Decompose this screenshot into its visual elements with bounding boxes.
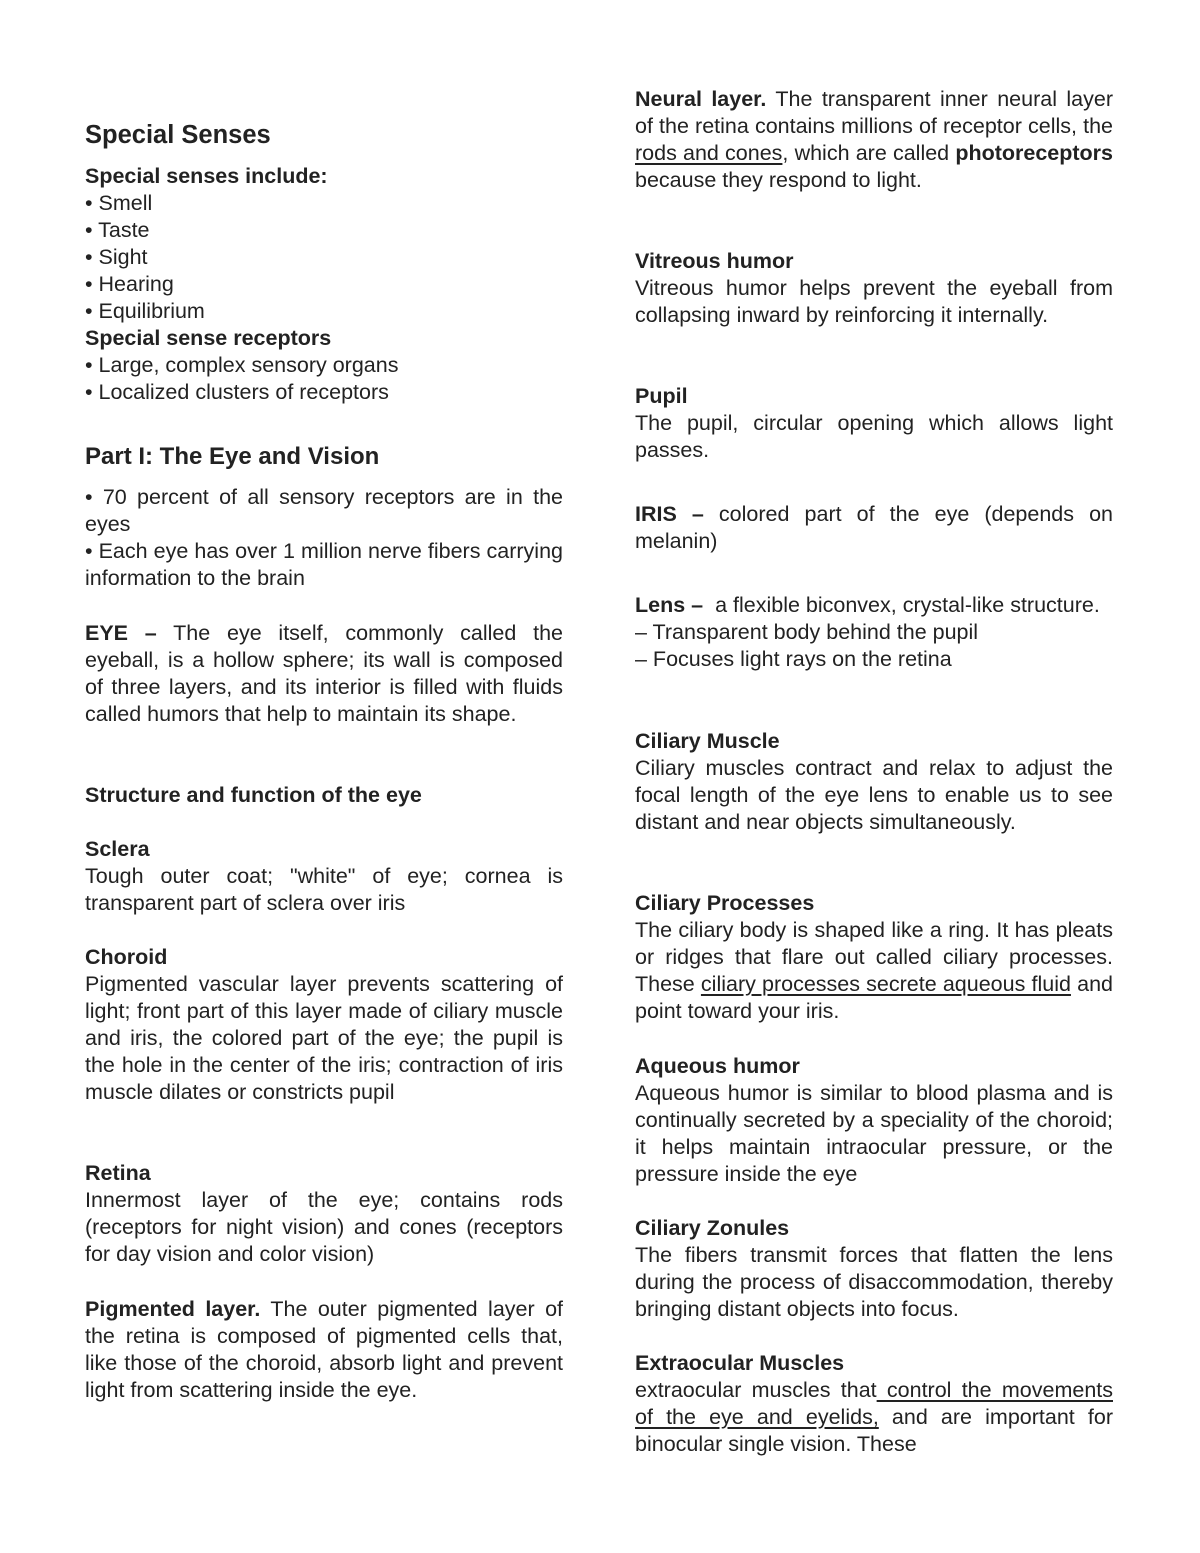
eye-label: EYE – — [85, 621, 157, 645]
sclera-text: Tough outer coat; "white" of eye; cornea is transparent part of sclera over iris — [85, 864, 563, 915]
extraocular-underline: control the movements of the eye and eyelids, — [635, 1378, 1113, 1429]
vitreous-heading: Vitreous humor — [635, 249, 794, 273]
zonules-text: The fibers transmit forces that flatten the lens during the process of disaccommodation, thereby bringing distant objects into focus. — [635, 1243, 1113, 1321]
ciliary-processes-section — [635, 890, 1113, 1025]
list-item: • Hearing — [85, 272, 174, 296]
choroid-section — [85, 944, 563, 1106]
neural-layer-paragraph — [635, 86, 1113, 194]
choroid-text: Pigmented vascular layer prevents scattering of light; front part of this layer made of ciliary muscle and iris, the colored part of the eye; the pupil is the hole in the center of the iris; contraction of iris muscle dilates or constricts pupil — [85, 972, 563, 1104]
vitreous-section — [635, 248, 1113, 329]
eye-bullet: • 70 percent of all sensory receptors are in the eyes — [85, 485, 563, 536]
list-item: – Transparent body behind the pupil — [635, 620, 979, 644]
ciliary-muscle-section — [635, 728, 1113, 836]
ciliary-muscle-text: Ciliary muscles contract and relax to adjust the focal length of the eye lens to enable us to see distant and near objects simultaneously. — [635, 756, 1113, 834]
sclera-heading: Sclera — [85, 837, 150, 861]
extraocular-heading: Extraocular Muscles — [635, 1351, 845, 1375]
include-heading: Special senses include: — [85, 164, 328, 188]
list-item: – Focuses light rays on the retina — [635, 647, 952, 671]
retina-heading: Retina — [85, 1161, 151, 1185]
list-item: • Equilibrium — [85, 299, 205, 323]
pupil-heading: Pupil — [635, 384, 688, 408]
iris-label: IRIS – — [635, 502, 704, 526]
list-item: • Sight — [85, 245, 148, 269]
retina-text: Innermost layer of the eye; contains rods (receptors for night vision) and cones (receptors for day vision and color vision) — [85, 1188, 563, 1266]
iris-paragraph — [635, 501, 1113, 555]
list-item: • Smell — [85, 191, 153, 215]
extraocular-text: extraocular muscles that control the movements of the eye and eyelids, and are important for binocular single vision. These — [635, 1378, 1113, 1456]
special-senses-list — [85, 163, 563, 406]
pigmented-layer-paragraph — [85, 1296, 563, 1404]
retina-section — [85, 1160, 563, 1268]
aqueous-heading: Aqueous humor — [635, 1054, 800, 1078]
sclera-section — [85, 836, 563, 917]
iris-text: colored part of the eye (depends on melanin) — [635, 502, 1113, 553]
neural-text: The transparent inner neural layer of the retina contains millions of receptor cells, the — [635, 87, 1113, 138]
lens-text: a flexible biconvex, crystal-like structure. — [703, 593, 1100, 617]
aqueous-text: Aqueous humor is similar to blood plasma and is continually secreted by a speciality of the choroid; it helps maintain intraocular pressure, or the pressure inside the eye — [635, 1081, 1113, 1186]
pupil-section — [635, 383, 1113, 464]
ciliary-processes-text: The ciliary body is shaped like a ring. It has pleats or ridges that flare out called ciliary processes. These ciliary processes secrete aqueous fluid and point toward your iris. — [635, 918, 1113, 1023]
photoreceptors-term: photoreceptors — [955, 141, 1113, 165]
list-item: • Large, complex sensory organs — [85, 353, 399, 377]
neural-text: because they respond to light. — [635, 168, 922, 192]
part-title: Part I: The Eye and Vision — [85, 443, 380, 470]
pigmented-text: The outer pigmented layer of the retina is composed of pigmented cells that, like those of the choroid, absorb light and prevent light from scattering inside the eye. — [85, 1297, 563, 1402]
zonules-heading: Ciliary Zonules — [635, 1216, 790, 1240]
choroid-heading: Choroid — [85, 945, 168, 969]
ciliary-processes-heading: Ciliary Processes — [635, 891, 815, 915]
vitreous-text: Vitreous humor helps prevent the eyeball from collapsing inward by reinforcing it internally. — [635, 276, 1113, 327]
eye-bullet: • Each eye has over 1 million nerve fibers carrying information to the brain — [85, 539, 563, 590]
extraocular-section — [635, 1350, 1113, 1458]
pupil-text: The pupil, circular opening which allows light passes. — [635, 411, 1113, 462]
list-item: • Taste — [85, 218, 150, 242]
structure-heading: Structure and function of the eye — [85, 783, 422, 807]
lens-section — [635, 592, 1113, 673]
ciliary-zonules-section — [635, 1215, 1113, 1323]
neural-text: , which are called — [782, 141, 956, 165]
list-item: • Localized clusters of receptors — [85, 380, 389, 404]
rods-cones-underline: rods and cones — [635, 141, 783, 165]
receptors-heading: Special sense receptors — [85, 326, 332, 350]
ciliary-muscle-heading: Ciliary Muscle — [635, 729, 780, 753]
page-title: Special Senses — [85, 121, 271, 149]
aqueous-humor-section — [635, 1053, 1113, 1188]
neural-label: Neural layer. — [635, 87, 767, 111]
eye-text: The eye itself, commonly called the eyeball, is a hollow sphere; its wall is composed of three layers, and its interior is filled with fluids called humors that help to maintain its shape. — [85, 621, 563, 726]
pigmented-label: Pigmented layer. — [85, 1297, 261, 1321]
aqueous-fluid-underline: ciliary processes secrete aqueous fluid — [700, 972, 1071, 996]
lens-definition — [635, 592, 1113, 619]
lens-label: Lens – — [635, 593, 704, 617]
eye-paragraph — [85, 620, 563, 728]
